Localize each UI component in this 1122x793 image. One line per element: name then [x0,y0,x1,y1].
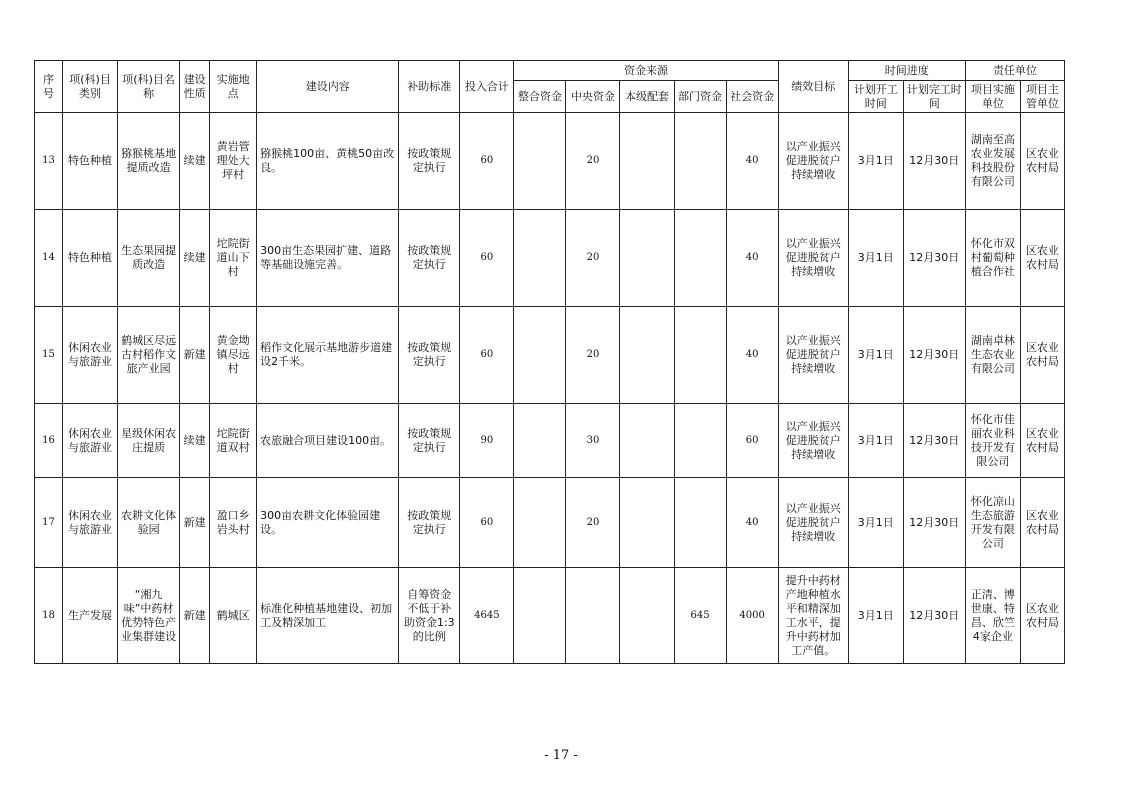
cell-authority: 区农业农村局 [1020,568,1064,664]
cell-fund-integrated [514,478,566,568]
cell-location: 坨院街道双村 [210,404,257,478]
cell-content: 农旅融合项目建设100亩。 [257,404,399,478]
cell-end: 12月30日 [903,210,965,307]
cell-implementer: 湖南至高农业发展科技股份有限公司 [965,113,1020,210]
header-content: 建设内容 [257,61,399,113]
cell-seq: 15 [35,307,63,404]
cell-name: 生态果园提质改造 [118,210,180,307]
cell-fund-social: 40 [726,113,778,210]
cell-fund-integrated [514,113,566,210]
cell-name: 星级休闲农庄提质 [118,404,180,478]
cell-seq: 14 [35,210,63,307]
cell-seq: 13 [35,113,63,210]
cell-nature: 续建 [180,404,210,478]
cell-fund-dept [674,404,726,478]
cell-content: 稻作文化展示基地游步道建设2千米。 [257,307,399,404]
cell-category: 特色种植 [63,113,118,210]
cell-fund-dept [674,307,726,404]
table-row [35,307,1065,404]
cell-name: “湘九味”中药材优势特色产业集群建设 [118,568,180,664]
cell-total: 4645 [460,568,514,664]
cell-implementer: 湖南卓林生态农业有限公司 [965,307,1020,404]
cell-fund-dept [674,210,726,307]
header-goal: 绩效目标 [778,61,848,113]
cell-fund-social: 4000 [726,568,778,664]
cell-name: 农耕文化体验园 [118,478,180,568]
cell-fund-local [620,404,674,478]
header-location: 实施地点 [210,61,257,113]
cell-fund-social: 40 [726,478,778,568]
cell-fund-dept: 645 [674,568,726,664]
header-subsidy: 补助标准 [399,61,460,113]
header-fund-local: 本级配套 [620,81,674,113]
table-row [35,404,1065,478]
cell-implementer: 怀化市佳丽农业科技开发有限公司 [965,404,1020,478]
cell-authority: 区农业农村局 [1020,307,1064,404]
cell-start: 3月1日 [848,113,903,210]
header-responsible: 责任单位 [965,61,1064,81]
cell-goal: 以产业振兴促进脱贫户持续增收 [778,113,848,210]
cell-seq: 18 [35,568,63,664]
cell-content: 猕猴桃100亩、黄桃50亩改良。 [257,113,399,210]
cell-authority: 区农业农村局 [1020,404,1064,478]
cell-start: 3月1日 [848,568,903,664]
cell-fund-local [620,307,674,404]
cell-fund-central: 30 [566,404,620,478]
cell-end: 12月30日 [903,568,965,664]
cell-fund-integrated [514,404,566,478]
table-row [35,113,1065,210]
cell-total: 60 [460,113,514,210]
cell-category: 特色种植 [63,210,118,307]
cell-seq: 16 [35,404,63,478]
cell-fund-dept [674,478,726,568]
header-seq: 序号 [35,61,63,113]
cell-fund-central: 20 [566,210,620,307]
cell-location: 坨院街道山下村 [210,210,257,307]
cell-subsidy: 按政策规定执行 [399,307,460,404]
header-authority: 项目主管单位 [1020,81,1064,113]
header-fund-source: 资金来源 [514,61,778,81]
cell-fund-integrated [514,568,566,664]
header-start: 计划开工时间 [848,81,903,113]
cell-fund-central [566,568,620,664]
cell-fund-local [620,568,674,664]
cell-fund-social: 60 [726,404,778,478]
table-row [35,210,1065,307]
cell-fund-integrated [514,307,566,404]
cell-fund-local [620,113,674,210]
cell-nature: 续建 [180,113,210,210]
cell-total: 60 [460,307,514,404]
cell-goal: 以产业振兴促进脱贫户持续增收 [778,210,848,307]
cell-start: 3月1日 [848,307,903,404]
header-fund-integrated: 整合资金 [514,81,566,113]
cell-location: 鹤城区 [210,568,257,664]
cell-end: 12月30日 [903,478,965,568]
cell-start: 3月1日 [848,210,903,307]
cell-fund-integrated [514,210,566,307]
page-number: - 17 - [544,748,578,763]
cell-goal: 以产业振兴促进脱贫户持续增收 [778,478,848,568]
header-schedule: 时间进度 [848,61,965,81]
cell-end: 12月30日 [903,113,965,210]
cell-fund-central: 20 [566,307,620,404]
table-body [35,113,1065,664]
cell-fund-local [620,478,674,568]
cell-implementer: 怀化凉山生态旅游开发有限公司 [965,478,1020,568]
cell-subsidy: 按政策规定执行 [399,210,460,307]
cell-category: 生产发展 [63,568,118,664]
cell-goal: 以产业振兴促进脱贫户持续增收 [778,307,848,404]
cell-end: 12月30日 [903,404,965,478]
cell-fund-dept [674,113,726,210]
header-category: 项(科)目类别 [63,61,118,113]
header-fund-dept: 部门资金 [674,81,726,113]
cell-goal: 以产业振兴促进脱贫户持续增收 [778,404,848,478]
cell-fund-central: 20 [566,113,620,210]
cell-nature: 新建 [180,478,210,568]
cell-fund-central: 20 [566,478,620,568]
header-name: 项(科)目名称 [118,61,180,113]
cell-category: 休闲农业与旅游业 [63,307,118,404]
cell-goal: 提升中药材产地种植水平和精深加工水平，提升中药材加工产值。 [778,568,848,664]
cell-content: 标准化种植基地建设、初加工及精深加工 [257,568,399,664]
cell-content: 300亩农耕文化体验园建设。 [257,478,399,568]
table-row [35,478,1065,568]
header-fund-central: 中央资金 [566,81,620,113]
cell-total: 90 [460,404,514,478]
cell-total: 60 [460,210,514,307]
cell-nature: 新建 [180,568,210,664]
cell-location: 盈口乡岩头村 [210,478,257,568]
cell-start: 3月1日 [848,478,903,568]
cell-nature: 续建 [180,210,210,307]
cell-authority: 区农业农村局 [1020,210,1064,307]
cell-fund-local [620,210,674,307]
cell-start: 3月1日 [848,404,903,478]
header-implementer: 项目实施单位 [965,81,1020,113]
cell-category: 休闲农业与旅游业 [63,478,118,568]
cell-implementer: 正清、博世康、特昌、欣竺4家企业 [965,568,1020,664]
table-header [35,61,1065,113]
cell-name: 鹤城区尽远古村稻作文旅产业园 [118,307,180,404]
cell-subsidy: 按政策规定执行 [399,478,460,568]
header-fund-social: 社会资金 [726,81,778,113]
cell-category: 休闲农业与旅游业 [63,404,118,478]
header-nature: 建设性质 [180,61,210,113]
cell-implementer: 怀化市双村葡萄种植合作社 [965,210,1020,307]
cell-authority: 区农业农村局 [1020,478,1064,568]
cell-nature: 新建 [180,307,210,404]
header-end: 计划完工时间 [903,81,965,113]
cell-subsidy: 按政策规定执行 [399,404,460,478]
cell-location: 黄金坳镇尽远村 [210,307,257,404]
table-row [35,568,1065,664]
cell-subsidy: 按政策规定执行 [399,113,460,210]
cell-seq: 17 [35,478,63,568]
cell-content: 300亩生态果园扩建、道路等基础设施完善。 [257,210,399,307]
cell-fund-social: 40 [726,307,778,404]
cell-total: 60 [460,478,514,568]
cell-authority: 区农业农村局 [1020,113,1064,210]
project-table [34,60,1065,664]
header-total: 投入合计 [460,61,514,113]
cell-end: 12月30日 [903,307,965,404]
cell-fund-social: 40 [726,210,778,307]
cell-location: 黄岩管理处大坪村 [210,113,257,210]
cell-subsidy: 自筹资金不低于补助资金1:3的比例 [399,568,460,664]
cell-name: 猕猴桃基地提质改造 [118,113,180,210]
